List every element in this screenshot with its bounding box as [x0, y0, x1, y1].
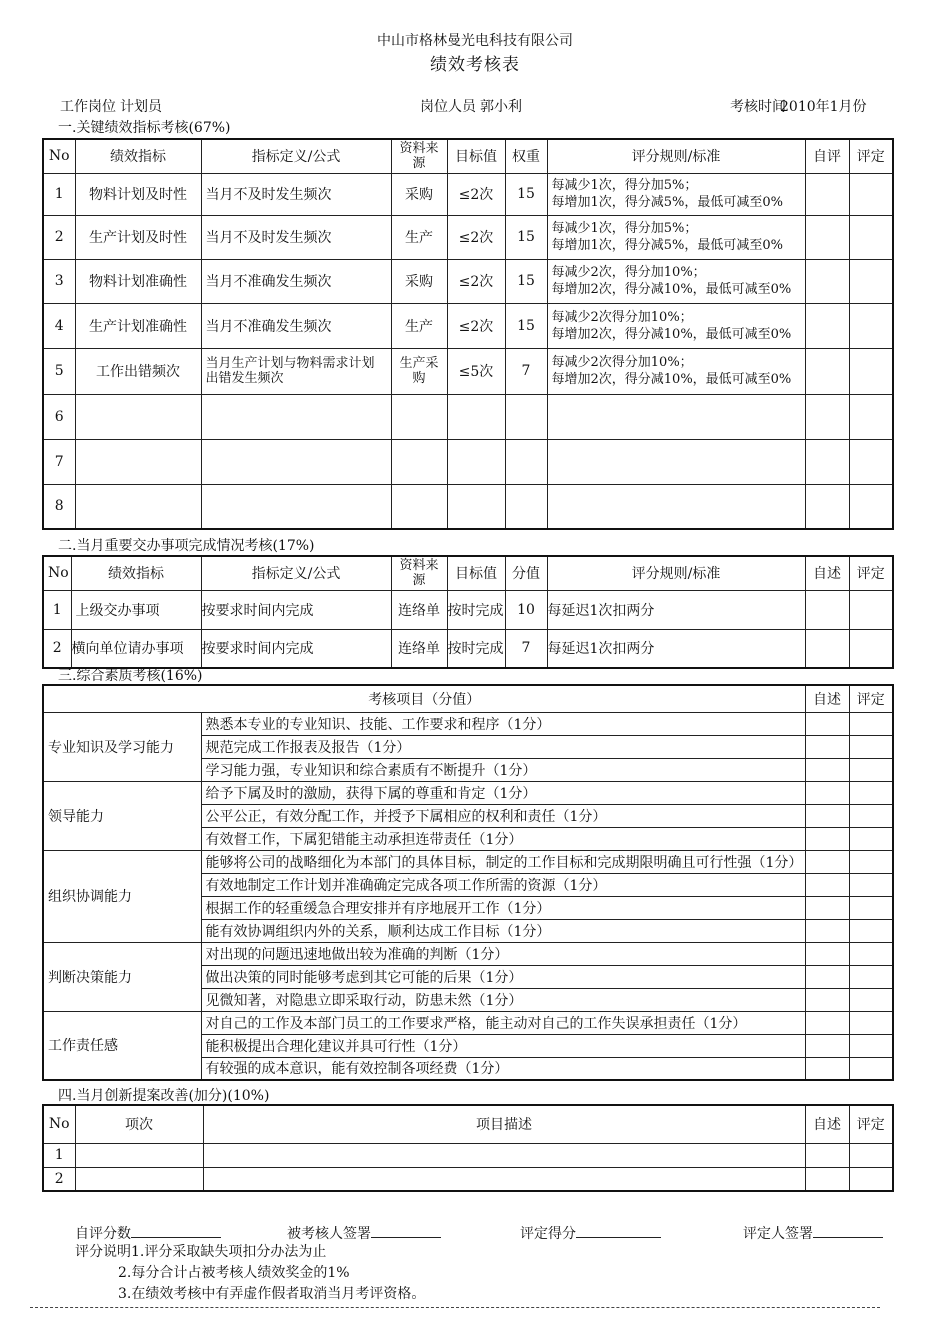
competency-item: 有较强的成本意识，能有效控制各项经费（1分）	[201, 1057, 805, 1080]
evaluator-field	[743, 1221, 883, 1243]
kpi-no: 2	[43, 215, 75, 259]
kpi-rule-line1: 每减少1次，得分加5%；	[551, 178, 698, 193]
kpi-eval-cell[interactable]	[849, 215, 893, 259]
kpi-rule-line2: 每增加2次，得分减10%，最低可减至0%	[551, 326, 792, 342]
kpi-no: 6	[43, 394, 75, 439]
competency-item: 能有效协调组织内外的关系，顺利达成工作目标（1分）	[201, 919, 805, 942]
competency-self-cell[interactable]	[805, 896, 849, 919]
kpi-src[interactable]	[391, 439, 447, 484]
tasks-col-score: 分值	[505, 556, 547, 590]
competency-self-cell[interactable]	[805, 758, 849, 781]
kpi-name[interactable]	[75, 439, 201, 484]
competency-self-cell[interactable]	[805, 804, 849, 827]
kpi-name[interactable]	[75, 484, 201, 529]
kpi-self-cell[interactable]	[805, 394, 849, 439]
innovation-table	[42, 1104, 894, 1192]
kpi-def: 当月不及时发生频次	[201, 173, 391, 215]
kpi-src: 采购	[391, 173, 447, 215]
section2-title	[58, 535, 315, 555]
kpi-rule-line1: 每减少2次得分加10%；	[551, 309, 693, 325]
innovation-item-cell[interactable]	[75, 1167, 203, 1191]
self-score-line[interactable]	[131, 1221, 221, 1238]
kpi-eval-cell[interactable]	[849, 394, 893, 439]
competency-eval-cell[interactable]	[849, 919, 893, 942]
competency-eval-cell[interactable]	[849, 1057, 893, 1080]
competency-item: 能够将公司的战略细化为本部门的具体目标，制定的工作目标和完成期限明确且可行性强（1分）	[201, 850, 805, 873]
tasks-col-def: 指标定义/公式	[201, 556, 391, 590]
kpi-rule	[547, 215, 805, 259]
kpi-src[interactable]	[391, 394, 447, 439]
note-2: 2.每分合计占被考核人绩效奖金的1%	[118, 1265, 350, 1281]
competency-eval-cell[interactable]	[849, 827, 893, 850]
task-no: 2	[43, 629, 71, 668]
table-row	[43, 348, 893, 394]
competency-item: 根据工作的轻重缓急合理安排并有序地展开工作（1分）	[201, 896, 805, 919]
table-row	[43, 259, 893, 303]
competency-item: 规范完成工作报表及报告（1分）	[201, 735, 805, 758]
competency-item: 公平公正，有效分配工作，并授予下属相应的权利和责任（1分）	[201, 804, 805, 827]
kpi-weight: 15	[505, 259, 547, 303]
competency-item: 熟悉本专业的专业知识、技能、工作要求和程序（1分）	[201, 712, 805, 735]
competency-eval-cell[interactable]	[849, 965, 893, 988]
kpi-weight[interactable]	[505, 439, 547, 484]
task-self-cell[interactable]	[805, 629, 849, 668]
kpi-src: 生产	[391, 215, 447, 259]
kpi-src[interactable]	[391, 484, 447, 529]
kpi-header-row	[43, 139, 893, 173]
kpi-target: ≤2次	[447, 173, 505, 215]
kpi-target[interactable]	[447, 394, 505, 439]
kpi-weight: 15	[505, 215, 547, 259]
signee-label: 被考核人签署	[287, 1226, 371, 1242]
competency-item: 见微知著，对隐患立即采取行动，防患未然（1分）	[201, 988, 805, 1011]
innovation-self-cell[interactable]	[805, 1167, 849, 1191]
section3-title	[58, 665, 203, 685]
table-row	[43, 942, 893, 965]
competency-group: 组织协调能力	[43, 850, 201, 942]
kpi-name: 物料计划准确性	[75, 259, 201, 303]
tasks-col-self: 自述	[805, 556, 849, 590]
competency-group: 专业知识及学习能力	[43, 712, 201, 781]
task-target: 按时完成	[447, 629, 505, 668]
table-row	[43, 173, 893, 215]
kpi-col-def: 指标定义/公式	[201, 139, 391, 173]
kpi-self-cell[interactable]	[805, 173, 849, 215]
tasks-col-target: 目标值	[447, 556, 505, 590]
kpi-src: 生产	[391, 303, 447, 348]
innovation-item-cell[interactable]	[75, 1143, 203, 1167]
kpi-no: 3	[43, 259, 75, 303]
kpi-rule	[547, 348, 805, 394]
innovation-no: 2	[43, 1167, 75, 1191]
kpi-rule-line1: 每减少1次，得分加5%；	[551, 221, 698, 236]
competency-self-cell[interactable]	[805, 781, 849, 804]
table-row	[43, 1143, 893, 1167]
section1-weight: (67%)	[188, 120, 231, 136]
task-target: 按时完成	[447, 590, 505, 629]
kpi-weight: 15	[505, 173, 547, 215]
eval-score-label: 评定得分	[520, 1226, 576, 1242]
competency-self-cell[interactable]	[805, 873, 849, 896]
kpi-self-cell[interactable]	[805, 484, 849, 529]
kpi-rule[interactable]	[547, 394, 805, 439]
table-row	[43, 781, 893, 804]
kpi-src: 采购	[391, 259, 447, 303]
task-rule: 每延迟1次扣两分	[547, 590, 805, 629]
table-row	[43, 712, 893, 735]
kpi-rule	[547, 173, 805, 215]
kpi-def: 当月不及时发生频次	[201, 215, 391, 259]
kpi-eval-cell[interactable]	[849, 259, 893, 303]
competency-self-cell[interactable]	[805, 1034, 849, 1057]
section4-weight: (10%)	[227, 1088, 270, 1104]
competency-col-eval: 评定	[849, 685, 893, 712]
competency-self-cell[interactable]	[805, 919, 849, 942]
kpi-self-cell[interactable]	[805, 303, 849, 348]
kpi-rule-line1: 每减少2次，得分加10%；	[551, 265, 706, 280]
task-def: 按要求时间内完成	[201, 629, 391, 668]
competency-group: 判断决策能力	[43, 942, 201, 1011]
section4-title-text: 四.当月创新提案改善(加分)	[58, 1088, 228, 1104]
competency-item: 给予下属及时的激励，获得下属的尊重和肯定（1分）	[201, 781, 805, 804]
tasks-col-kpi: 绩效指标	[71, 556, 201, 590]
kpi-target: ≤5次	[447, 348, 505, 394]
competency-item: 能积极提出合理化建议并具可行性（1分）	[201, 1034, 805, 1057]
task-self-cell[interactable]	[805, 590, 849, 629]
kpi-col-self: 自评	[805, 139, 849, 173]
kpi-rule	[547, 259, 805, 303]
kpi-name: 生产计划及时性	[75, 215, 201, 259]
competency-item: 有效地制定工作计划并准确确定完成各项工作所需的资源（1分）	[201, 873, 805, 896]
kpi-name: 物料计划及时性	[75, 173, 201, 215]
kpi-src: 生产采购	[391, 348, 447, 394]
kpi-name[interactable]	[75, 394, 201, 439]
section4-title	[58, 1085, 269, 1105]
competency-eval-cell[interactable]	[849, 873, 893, 896]
kpi-no: 5	[43, 348, 75, 394]
kpi-name: 生产计划准确性	[75, 303, 201, 348]
competency-eval-cell[interactable]	[849, 942, 893, 965]
competency-header-row	[43, 685, 893, 712]
task-src: 连络单	[391, 629, 447, 668]
kpi-target: ≤2次	[447, 215, 505, 259]
signee-field	[287, 1221, 441, 1243]
task-def: 按要求时间内完成	[201, 590, 391, 629]
kpi-def: 当月不准确发生频次	[201, 303, 391, 348]
competency-header: 考核项目（分值）	[43, 685, 805, 712]
eval-score-field	[520, 1221, 661, 1243]
task-score: 7	[505, 629, 547, 668]
kpi-col-eval: 评定	[849, 139, 893, 173]
kpi-col-no: No	[43, 139, 75, 173]
kpi-def[interactable]	[201, 484, 391, 529]
competency-item: 做出决策的同时能够考虑到其它可能的后果（1分）	[201, 965, 805, 988]
kpi-table	[42, 138, 894, 530]
kpi-no: 1	[43, 173, 75, 215]
tasks-col-rule: 评分规则/标准	[547, 556, 805, 590]
kpi-rule[interactable]	[547, 439, 805, 484]
competency-self-cell[interactable]	[805, 942, 849, 965]
innovation-header-row	[43, 1105, 893, 1143]
tasks-col-src: 资料来源	[391, 556, 447, 590]
table-row	[43, 484, 893, 529]
period-value: 2010年1月份	[780, 99, 867, 115]
kpi-weight[interactable]	[505, 394, 547, 439]
kpi-rule-line2: 每增加1次，得分减5%，最低可减至0%	[551, 195, 784, 210]
table-row	[43, 850, 893, 873]
eval-score-line[interactable]	[576, 1221, 661, 1238]
task-score: 10	[505, 590, 547, 629]
kpi-rule-line2: 每增加2次，得分减10%，最低可减至0%	[551, 372, 792, 387]
table-row	[43, 439, 893, 484]
competency-self-cell[interactable]	[805, 850, 849, 873]
tasks-col-eval: 评定	[849, 556, 893, 590]
notes-label: 评分说明	[75, 1244, 131, 1260]
innovation-desc-cell[interactable]	[203, 1167, 805, 1191]
kpi-target: ≤2次	[447, 303, 505, 348]
kpi-target[interactable]	[447, 484, 505, 529]
competency-self-cell[interactable]	[805, 988, 849, 1011]
note-3: 3.在绩效考核中有弄虚作假者取消当月考评资格。	[118, 1286, 426, 1302]
section2-weight: (17%)	[272, 538, 315, 554]
competency-eval-cell[interactable]	[849, 712, 893, 735]
kpi-eval-cell[interactable]	[849, 173, 893, 215]
table-row	[43, 303, 893, 348]
kpi-weight[interactable]	[505, 484, 547, 529]
kpi-name: 工作出错频次	[75, 348, 201, 394]
person-label: 岗位人员	[420, 99, 476, 115]
competency-self-cell[interactable]	[805, 965, 849, 988]
competency-item: 对出现的问题迅速地做出较为准确的判断（1分）	[201, 942, 805, 965]
evaluator-label: 评定人签署	[743, 1226, 813, 1242]
kpi-col-src: 资料来源	[391, 139, 447, 173]
competency-self-cell[interactable]	[805, 1011, 849, 1034]
task-name: 横向单位请办事项	[71, 629, 201, 668]
table-row	[43, 1011, 893, 1034]
task-eval-cell[interactable]	[849, 629, 893, 668]
tasks-col-no: No	[43, 556, 71, 590]
kpi-eval-cell[interactable]	[849, 439, 893, 484]
kpi-no: 8	[43, 484, 75, 529]
kpi-col-kpi: 绩效指标	[75, 139, 201, 173]
competency-group: 工作责任感	[43, 1011, 201, 1080]
kpi-self-cell[interactable]	[805, 259, 849, 303]
competency-eval-cell[interactable]	[849, 735, 893, 758]
tasks-table	[42, 555, 894, 669]
kpi-rule-line2: 每增加2次，得分减10%，最低可减至0%	[551, 282, 792, 297]
kpi-eval-cell[interactable]	[849, 348, 893, 394]
table-row	[43, 590, 893, 629]
competency-eval-cell[interactable]	[849, 988, 893, 1011]
innovation-col-item: 项次	[75, 1105, 203, 1143]
competency-eval-cell[interactable]	[849, 1011, 893, 1034]
innovation-col-self: 自述	[805, 1105, 849, 1143]
section2-title-text: 二.当月重要交办事项完成情况考核	[58, 538, 273, 554]
task-rule: 每延迟1次扣两分	[547, 629, 805, 668]
kpi-def: 当月不准确发生频次	[201, 259, 391, 303]
table-row	[43, 629, 893, 668]
job-value: 计划员	[120, 99, 162, 115]
competency-self-cell[interactable]	[805, 712, 849, 735]
kpi-rule-line2: 每增加1次，得分减5%，最低可减至0%	[551, 238, 784, 253]
kpi-weight: 15	[505, 303, 547, 348]
kpi-target: ≤2次	[447, 259, 505, 303]
table-row	[43, 1167, 893, 1191]
competency-self-cell[interactable]	[805, 735, 849, 758]
note-1: 1.评分采取缺失项扣分办法为止	[131, 1244, 327, 1260]
competency-eval-cell[interactable]	[849, 804, 893, 827]
company-name: 中山市格林曼光电科技有限公司	[377, 33, 573, 49]
self-score-field	[75, 1221, 221, 1243]
kpi-weight: 7	[505, 348, 547, 394]
kpi-def[interactable]	[201, 394, 391, 439]
task-no: 1	[43, 590, 71, 629]
competency-item: 有效督工作，下属犯错能主动承担连带责任（1分）	[201, 827, 805, 850]
innovation-desc-cell[interactable]	[203, 1143, 805, 1167]
kpi-col-target: 目标值	[447, 139, 505, 173]
section3-weight: (16%)	[160, 668, 203, 684]
competency-eval-cell[interactable]	[849, 758, 893, 781]
tasks-header-row	[43, 556, 893, 590]
kpi-no: 7	[43, 439, 75, 484]
page-title: 绩效考核表	[430, 55, 520, 75]
kpi-no: 4	[43, 303, 75, 348]
kpi-self-cell[interactable]	[805, 348, 849, 394]
competency-eval-cell[interactable]	[849, 1034, 893, 1057]
competency-eval-cell[interactable]	[849, 850, 893, 873]
section1-title	[58, 117, 231, 137]
innovation-col-desc: 项目描述	[203, 1105, 805, 1143]
section3-title-text: 三.综合素质考核	[58, 668, 161, 684]
innovation-no: 1	[43, 1143, 75, 1167]
competency-self-cell[interactable]	[805, 1057, 849, 1080]
competency-group: 领导能力	[43, 781, 201, 850]
kpi-self-cell[interactable]	[805, 215, 849, 259]
self-score-label: 自评分数	[75, 1226, 131, 1242]
kpi-col-weight: 权重	[505, 139, 547, 173]
competency-col-self: 自述	[805, 685, 849, 712]
kpi-target[interactable]	[447, 439, 505, 484]
cut-line-divider	[30, 1307, 880, 1308]
innovation-eval-cell[interactable]	[849, 1167, 893, 1191]
competency-self-cell[interactable]	[805, 827, 849, 850]
signee-line[interactable]	[371, 1221, 441, 1238]
kpi-col-rule: 评分规则/标准	[547, 139, 805, 173]
kpi-eval-cell[interactable]	[849, 484, 893, 529]
task-eval-cell[interactable]	[849, 590, 893, 629]
kpi-def: 当月生产计划与物料需求计划出错发生频次	[201, 348, 391, 394]
job-label: 工作岗位	[60, 99, 116, 115]
competency-eval-cell[interactable]	[849, 781, 893, 804]
innovation-self-cell[interactable]	[805, 1143, 849, 1167]
competency-table	[42, 684, 894, 1081]
competency-item: 对自己的工作及本部门员工的工作要求严格，能主动对自己的工作失误承担责任（1分）	[201, 1011, 805, 1034]
kpi-rule	[547, 303, 805, 348]
period-label: 考核时间	[730, 99, 786, 115]
competency-eval-cell[interactable]	[849, 896, 893, 919]
innovation-col-eval: 评定	[849, 1105, 893, 1143]
section1-title-text: 一.关键绩效指标考核	[58, 120, 189, 136]
competency-item: 学习能力强，专业知识和综合素质有不断提升（1分）	[201, 758, 805, 781]
innovation-col-no: No	[43, 1105, 75, 1143]
table-row	[43, 215, 893, 259]
kpi-rule-line1: 每减少2次得分加10%；	[551, 355, 693, 370]
kpi-self-cell[interactable]	[805, 439, 849, 484]
innovation-eval-cell[interactable]	[849, 1143, 893, 1167]
task-name: 上级交办事项	[71, 590, 201, 629]
person-value: 郭小利	[480, 99, 522, 115]
task-src: 连络单	[391, 590, 447, 629]
kpi-def[interactable]	[201, 439, 391, 484]
kpi-rule[interactable]	[547, 484, 805, 529]
evaluator-line[interactable]	[813, 1221, 883, 1238]
kpi-eval-cell[interactable]	[849, 303, 893, 348]
table-row	[43, 394, 893, 439]
